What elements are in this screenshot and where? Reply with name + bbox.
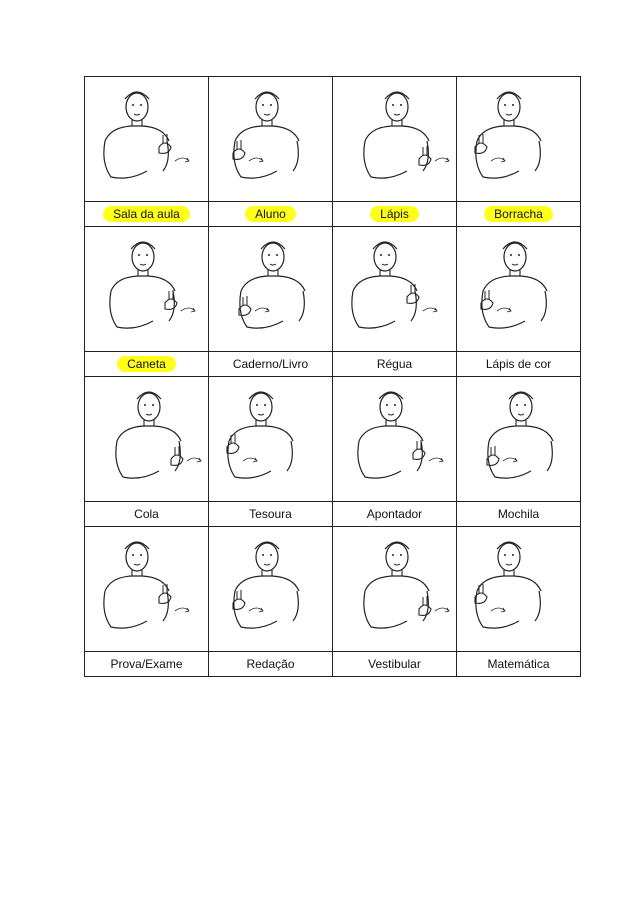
sign-illustration [333,377,456,501]
sign-label: Borracha [484,206,553,222]
sign-image-cell [209,227,333,352]
sign-illustration [457,227,580,351]
sign-illustration [457,527,580,651]
sign-image-cell [457,227,581,352]
sign-label-cell [333,652,457,677]
sign-label: Régua [376,357,413,371]
sign-label-cell [457,502,581,527]
sign-image-cell [457,377,581,502]
illustration-row [85,527,581,652]
sign-image-cell [333,377,457,502]
sign-label: Matemática [487,657,550,671]
sign-image-cell [333,527,457,652]
sign-label: Caneta [117,356,176,372]
sign-image-cell [85,77,209,202]
illustration-row [85,377,581,502]
sign-label: Vestibular [368,657,421,671]
sign-label: Redação [246,657,295,671]
sign-image-cell [85,527,209,652]
sign-label-cell [85,502,209,527]
sign-illustration [457,77,580,201]
sign-illustration [209,77,332,201]
sign-label: Aluno [245,206,296,222]
sign-label-cell [457,652,581,677]
sign-illustration [85,377,208,501]
sign-image-cell [333,77,457,202]
sign-image-cell [85,227,209,352]
sign-illustration [209,377,332,501]
illustration-row [85,227,581,352]
sign-label: Lápis [370,206,419,222]
sign-illustration [457,377,580,501]
sign-illustration [209,227,332,351]
sign-label: Cola [134,507,159,521]
label-row [85,502,581,527]
sign-illustration [333,77,456,201]
label-row [85,652,581,677]
sign-illustration [333,227,456,351]
sign-label-cell [209,502,333,527]
label-row [85,352,581,377]
sign-label: Prova/Exame [110,657,183,671]
sign-label-cell [457,352,581,377]
sign-label: Sala da aula [103,206,190,222]
sign-label-cell [209,352,333,377]
sign-language-vocabulary-table [84,76,581,677]
sign-label-cell [209,202,333,227]
sign-label-cell [333,502,457,527]
sign-illustration [85,227,208,351]
sign-label: Tesoura [249,507,292,521]
sign-image-cell [85,377,209,502]
sign-label: Apontador [366,507,423,521]
sign-illustration [85,77,208,201]
sign-label: Mochila [497,507,540,521]
sign-image-cell [209,77,333,202]
illustration-row [85,77,581,202]
sign-image-cell [457,527,581,652]
sign-label-cell [85,652,209,677]
sign-image-cell [457,77,581,202]
sign-label-cell [85,352,209,377]
sign-label: Lápis de cor [485,357,552,371]
sign-label-cell [457,202,581,227]
sign-image-cell [333,227,457,352]
sign-label-cell [333,352,457,377]
sign-illustration [85,527,208,651]
sign-label-cell [85,202,209,227]
sign-illustration [209,527,332,651]
sign-image-cell [209,377,333,502]
sign-illustration [333,527,456,651]
sign-image-cell [209,527,333,652]
label-row [85,202,581,227]
sign-label: Caderno/Livro [232,357,309,371]
sign-label-cell [209,652,333,677]
sign-label-cell [333,202,457,227]
